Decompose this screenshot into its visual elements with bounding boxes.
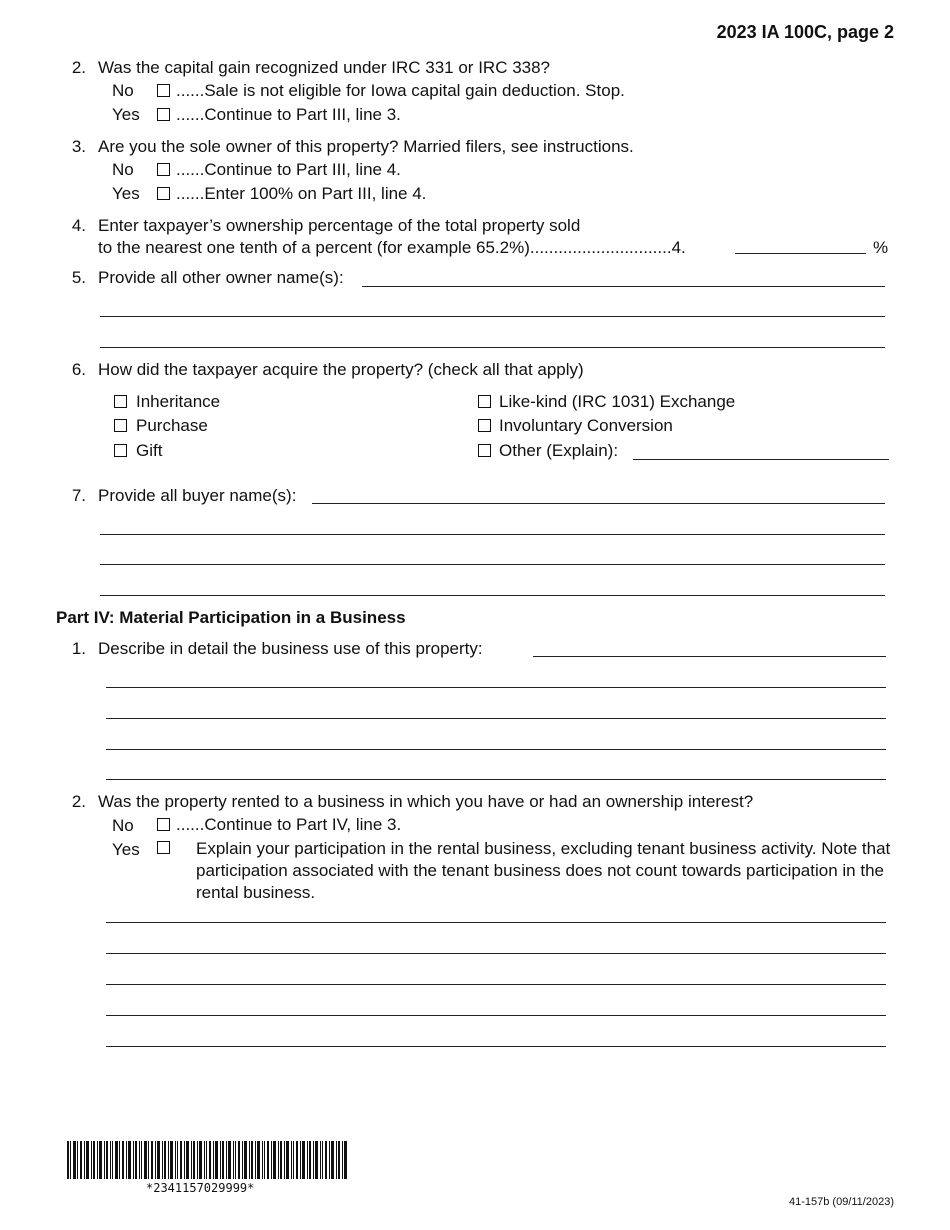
q4-text-line2: to the nearest one tenth of a percent (for example 65.2%)..............................4. — [98, 238, 686, 257]
q2-no-checkbox[interactable] — [157, 84, 170, 97]
q7-buyer-names-field[interactable] — [312, 503, 885, 504]
q4-text-line1: Enter taxpayer’s ownership percentage of the total property sold — [98, 216, 581, 235]
q2-yes-text: ......Continue to Part III, line 3. — [176, 105, 401, 124]
p4-q1-number: 1. — [71, 639, 86, 658]
p4-q2-number: 2. — [71, 792, 86, 811]
p4-q2-explain-line-3[interactable] — [106, 984, 886, 985]
q6-like-kind-checkbox[interactable] — [478, 395, 491, 408]
q7-question: Provide all buyer name(s): — [98, 486, 297, 505]
q6-question: How did the taxpayer acquire the property? (check all that apply) — [98, 360, 584, 379]
q2-no-text: ......Sale is not eligible for Iowa capital gain deduction. Stop. — [176, 81, 625, 100]
p4-q2-question: Was the property rented to a business in which you have or had an ownership interest? — [98, 792, 754, 811]
q2-number: 2. — [71, 58, 86, 77]
q7-buyer-names-line-3[interactable] — [100, 564, 885, 565]
q3-yes-checkbox[interactable] — [157, 187, 170, 200]
p4-q2-no-text: ......Continue to Part IV, line 3. — [176, 815, 402, 834]
q2-no-label: No — [112, 81, 134, 100]
p4-q1-line-5[interactable] — [106, 779, 886, 780]
p4-q1-business-use-field[interactable] — [533, 656, 886, 657]
q6-other-label: Other (Explain): — [499, 441, 619, 460]
q3-no-label: No — [112, 160, 134, 179]
q5-owner-names-line-3[interactable] — [100, 347, 885, 348]
q6-number: 6. — [71, 360, 86, 379]
q6-gift-label: Gift — [136, 441, 163, 460]
p4-q1-line-3[interactable] — [106, 718, 886, 719]
q6-involuntary-checkbox[interactable] — [478, 419, 491, 432]
q3-yes-label: Yes — [112, 184, 140, 203]
form-id: 41-157b (09/11/2023) — [789, 1196, 894, 1208]
q5-question: Provide all other owner name(s): — [98, 268, 344, 287]
q2-question: Was the capital gain recognized under IRC 331 or IRC 338? — [98, 58, 551, 77]
q6-purchase-label: Purchase — [136, 416, 208, 435]
barcode — [67, 1141, 347, 1179]
q3-number: 3. — [71, 137, 86, 156]
p4-q1-question: Describe in detail the business use of this property: — [98, 639, 483, 658]
q4-percent-sign: % — [873, 238, 889, 257]
q6-inheritance-label: Inheritance — [136, 392, 221, 411]
q6-purchase-checkbox[interactable] — [114, 419, 127, 432]
barcode-number: *2341157029999* — [146, 1181, 255, 1195]
part-iv-heading: Part IV: Material Participation in a Business — [56, 608, 406, 627]
p4-q2-yes-text: Explain your participation in the rental business, excluding tenant business activity. Note that participation associated with the tenant business does not count towards participation in the rental business. — [196, 839, 891, 902]
p4-q1-line-4[interactable] — [106, 749, 886, 750]
p4-q1-line-2[interactable] — [106, 687, 886, 688]
p4-q2-no-label: No — [112, 816, 134, 835]
q3-no-text: ......Continue to Part III, line 4. — [176, 160, 401, 179]
q7-number: 7. — [71, 486, 86, 505]
q6-inheritance-checkbox[interactable] — [114, 395, 127, 408]
p4-q2-yes-checkbox[interactable] — [157, 841, 170, 854]
q6-like-kind-label: Like-kind (IRC 1031) Exchange — [499, 392, 736, 411]
q6-other-explain-field[interactable] — [633, 459, 889, 460]
p4-q2-explain-line-4[interactable] — [106, 1015, 886, 1016]
q4-number: 4. — [71, 216, 86, 235]
q2-yes-label: Yes — [112, 105, 140, 124]
page-title: 2023 IA 100C, page 2 — [716, 22, 894, 42]
q3-yes-text: ......Enter 100% on Part III, line 4. — [176, 184, 427, 203]
q6-involuntary-label: Involuntary Conversion — [499, 416, 673, 435]
q5-owner-names-field[interactable] — [362, 286, 885, 287]
p4-q2-no-checkbox[interactable] — [157, 818, 170, 831]
q6-other-checkbox[interactable] — [478, 444, 491, 457]
q5-number: 5. — [71, 268, 86, 287]
p4-q2-yes-label: Yes — [112, 840, 140, 859]
p4-q2-explain-line-5[interactable] — [106, 1046, 886, 1047]
q3-question: Are you the sole owner of this property? Married filers, see instructions. — [98, 137, 634, 156]
q6-gift-checkbox[interactable] — [114, 444, 127, 457]
q5-owner-names-line-2[interactable] — [100, 316, 885, 317]
p4-q2-explain-line-1[interactable] — [106, 922, 886, 923]
p4-q2-explain-line-2[interactable] — [106, 953, 886, 954]
q4-percentage-field[interactable] — [735, 253, 866, 254]
q2-yes-checkbox[interactable] — [157, 108, 170, 121]
q7-buyer-names-line-2[interactable] — [100, 534, 885, 535]
q7-buyer-names-line-4[interactable] — [100, 595, 885, 596]
q3-no-checkbox[interactable] — [157, 163, 170, 176]
